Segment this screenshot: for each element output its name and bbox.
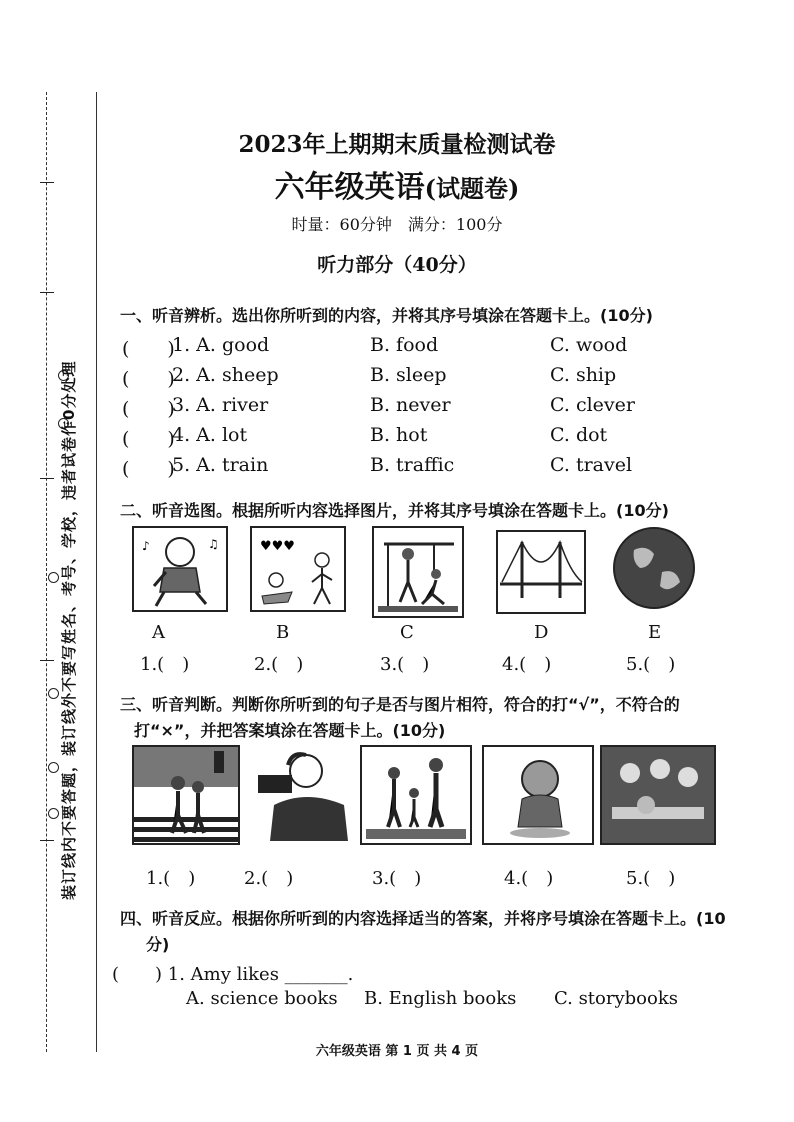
picture-library bbox=[600, 745, 716, 845]
binding-notice: 装订线内不要答题，装订线外不要写姓名、考号、学校，违者试卷作0分处理 bbox=[60, 360, 78, 900]
section2-heading: 二、听音选图。根据所听内容选择图片，并将其序号填涂在答题卡上。(10分) bbox=[120, 501, 669, 520]
option-a: 5. A. train bbox=[172, 454, 269, 476]
option-a: 3. A. river bbox=[172, 394, 269, 416]
answer-blank[interactable]: 4.( ) bbox=[504, 868, 554, 889]
option-a: 1. A. good bbox=[172, 334, 270, 356]
question-text: ( ) 1. Amy likes _______. bbox=[112, 964, 354, 985]
answer-blank[interactable]: 5.( ) bbox=[626, 654, 676, 675]
answer-blank[interactable]: 5.( ) bbox=[626, 868, 676, 889]
exam-title: 2023年上期期末质量检测试卷 bbox=[238, 131, 556, 158]
exam-subtitle bbox=[0, 162, 794, 206]
binding-dashed-line bbox=[46, 92, 47, 1052]
picture-boys-playing bbox=[250, 526, 346, 612]
binding-tick bbox=[40, 660, 54, 661]
option-c: C. travel bbox=[550, 454, 633, 476]
answer-blank[interactable]: 2.( ) bbox=[244, 868, 294, 889]
option-a: 4. A. lot bbox=[172, 424, 248, 446]
binding-tick bbox=[40, 840, 54, 841]
answer-blank[interactable]: 4.( ) bbox=[502, 654, 552, 675]
option-c: C. wood bbox=[550, 334, 628, 356]
option-b: B. English books bbox=[364, 988, 517, 1009]
option-b: B. traffic bbox=[370, 454, 455, 476]
answer-paren[interactable]: ( ) bbox=[122, 338, 175, 360]
option-c: C. storybooks bbox=[554, 988, 678, 1009]
svg-text:♥♥♥: ♥♥♥ bbox=[260, 539, 295, 554]
picture-letter: A bbox=[152, 622, 165, 643]
section4-heading-line2: 分) bbox=[146, 935, 170, 954]
answer-paren[interactable]: ( ) bbox=[122, 458, 175, 480]
picture-family bbox=[360, 745, 472, 845]
section3-heading-line2: 打“×”，并把答案填涂在答题卡上。(10分) bbox=[134, 721, 446, 740]
picture-crosswalk bbox=[132, 745, 240, 845]
section1-heading: 一、听音辨析。选出你所听到的内容，并将其序号填涂在答题卡上。(10分) bbox=[120, 306, 653, 325]
answer-blank[interactable]: 1.( ) bbox=[140, 654, 190, 675]
picture-letter: E bbox=[648, 622, 662, 643]
binding-tick bbox=[40, 292, 54, 293]
option-b: B. never bbox=[370, 394, 451, 416]
picture-sick-boy bbox=[482, 745, 594, 845]
option-b: B. food bbox=[370, 334, 439, 356]
answer-blank[interactable]: 1.( ) bbox=[146, 868, 196, 889]
answer-paren[interactable]: ( ) bbox=[122, 368, 175, 390]
binding-tick bbox=[40, 478, 54, 479]
page-footer: 六年级英语 第 1 页 共 4 页 bbox=[315, 1044, 479, 1059]
svg-text:♫: ♫ bbox=[208, 537, 219, 551]
picture-gym bbox=[372, 526, 464, 618]
option-c: C. ship bbox=[550, 364, 617, 386]
picture-globe bbox=[610, 524, 698, 612]
section4-heading-line1: 四、听音反应。根据你所听到的内容选择适当的答案，并将序号填涂在答题卡上。(10 bbox=[120, 909, 726, 928]
subject-name: 六年级英语 bbox=[274, 170, 425, 205]
picture-photographer bbox=[244, 745, 354, 841]
option-a: 2. A. sheep bbox=[172, 364, 279, 386]
answer-paren[interactable]: ( ) bbox=[122, 428, 175, 450]
part-label: 听力部分（40分） bbox=[317, 254, 477, 276]
option-c: C. clever bbox=[550, 394, 635, 416]
picture-bridge bbox=[496, 530, 586, 614]
answer-blank[interactable]: 3.( ) bbox=[372, 868, 422, 889]
picture-singing bbox=[132, 526, 228, 612]
option-a: A. science books bbox=[186, 988, 338, 1009]
binding-solid-line bbox=[96, 92, 97, 1052]
option-b: B. hot bbox=[370, 424, 428, 446]
option-b: B. sleep bbox=[370, 364, 447, 386]
svg-text:♪: ♪ bbox=[142, 539, 150, 553]
section3-heading-line1: 三、听音判断。判断你所听到的句子是否与图片相符，符合的打“√”，不符合的 bbox=[120, 695, 680, 714]
picture-letter: B bbox=[276, 622, 290, 643]
answer-blank[interactable]: 2.( ) bbox=[254, 654, 304, 675]
subtitle-tag: (试题卷) bbox=[424, 174, 520, 203]
answer-paren[interactable]: ( ) bbox=[122, 398, 175, 420]
picture-letter: D bbox=[534, 622, 549, 643]
option-c: C. dot bbox=[550, 424, 608, 446]
picture-letter: C bbox=[400, 622, 414, 643]
exam-meta: 时量：60分钟 满分：100分 bbox=[291, 215, 503, 234]
answer-blank[interactable]: 3.( ) bbox=[380, 654, 430, 675]
